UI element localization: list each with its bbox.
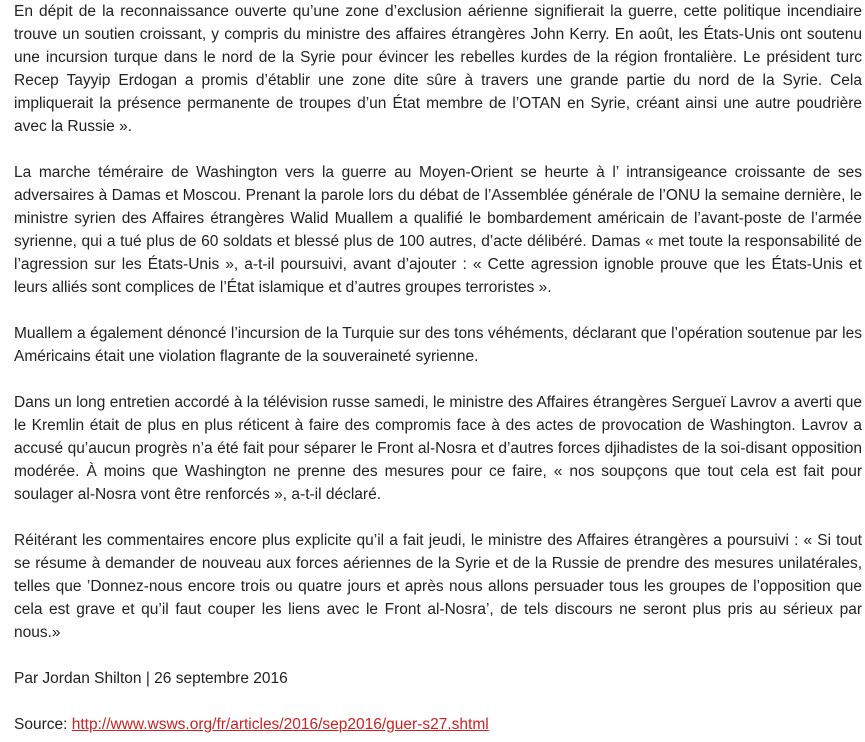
- paragraph-lavrov-interview: Dans un long entretien accordé à la télévision russe samedi, le ministre des Affaires étrangères Sergueï Lavrov a averti que le Kremlin était de plus en plus réticent à faire des compromis face à des actes de provocation de Washington. Lavrov a accusé qu’aucun progrès n’a été fait pour séparer le Front al-Nosra et d’autres forces djihadistes de la soi-disant opposition modérée. À moins que Washington ne prenne des mesures pour ce faire, « nos soupçons que tout cela est fait pour soulager al-Nosra vont être renforcés », a-t-il déclaré.: [14, 394, 862, 503]
- article-body: [14, 0, 862, 736]
- source-label: Source:: [14, 716, 72, 733]
- source-line: [14, 713, 862, 736]
- paragraph-no-fly-zone: En dépit de la reconnaissance ouverte qu’une zone d’exclusion aérienne signifierait la guerre, cette politique incendiaire trouve un soutien croissant, y compris du ministre des affaires étrangères John Kerry. En août, les États-Unis ont soutenu une incursion turque dans le nord de la Syrie pour évincer les rebelles kurdes de la région frontalière. Le président turc Recep Tayyip Erdogan a promis d’établir une zone dite sûre à travers une grande partie du nord de la Syrie. Cela impliquerait la présence permanente de troupes d’un État membre de l’OTAN en Syrie, créant ainsi une autre poudrière avec la Russie ».: [14, 3, 862, 135]
- byline: Par Jordan Shilton | 26 septembre 2016: [14, 670, 288, 687]
- paragraph-muallem-turkey: Muallem a également dénoncé l’incursion de la Turquie sur des tons véhéments, déclarant que l’opération soutenue par les Américains était une violation flagrante de la souveraineté syrienne.: [14, 325, 862, 365]
- source-link[interactable]: http://www.wsws.org/fr/articles/2016/sep2016/guer-s27.shtml: [71, 716, 489, 733]
- paragraph-washington-march: La marche téméraire de Washington vers la guerre au Moyen-Orient se heurte à l’ intransigeance croissante de ses adversaires à Damas et Moscou. Prenant la parole lors du débat de l’Assemblée générale de l’ONU la semaine dernière, le ministre syrien des Affaires étrangères Walid Muallem a qualifié le bombardement américain de l’avant-poste de l’armée syrienne, qui a tué plus de 60 soldats et blessé plus de 100 autres, d’acte délibéré. Damas « met toute la responsabilité de l’agression sur les États-Unis », a-t-il poursuivi, avant d’ajouter : « Cette agression ignoble prouve que les États-Unis et leurs alliés sont complices de l’État islamique et d’autres groupes terroristes ».: [14, 164, 862, 296]
- paragraph-lavrov-quote: Réitérant les commentaires encore plus explicite qu’il a fait jeudi, le ministre des Affaires étrangères a poursuivi : « Si tout se résume à demander de nouveau aux forces aériennes de la Syrie et de la Russie de prendre des mesures unilatérales, telles que ’Donnez-nous encore trois ou quatre jours et après nous allons persuader tous les groupes de l’opposition que cela est grave et qu’il faut couper les liens avec le Front al-Nosra’, de tels discours ne seront plus pris au sérieux par nous.»: [14, 532, 862, 641]
